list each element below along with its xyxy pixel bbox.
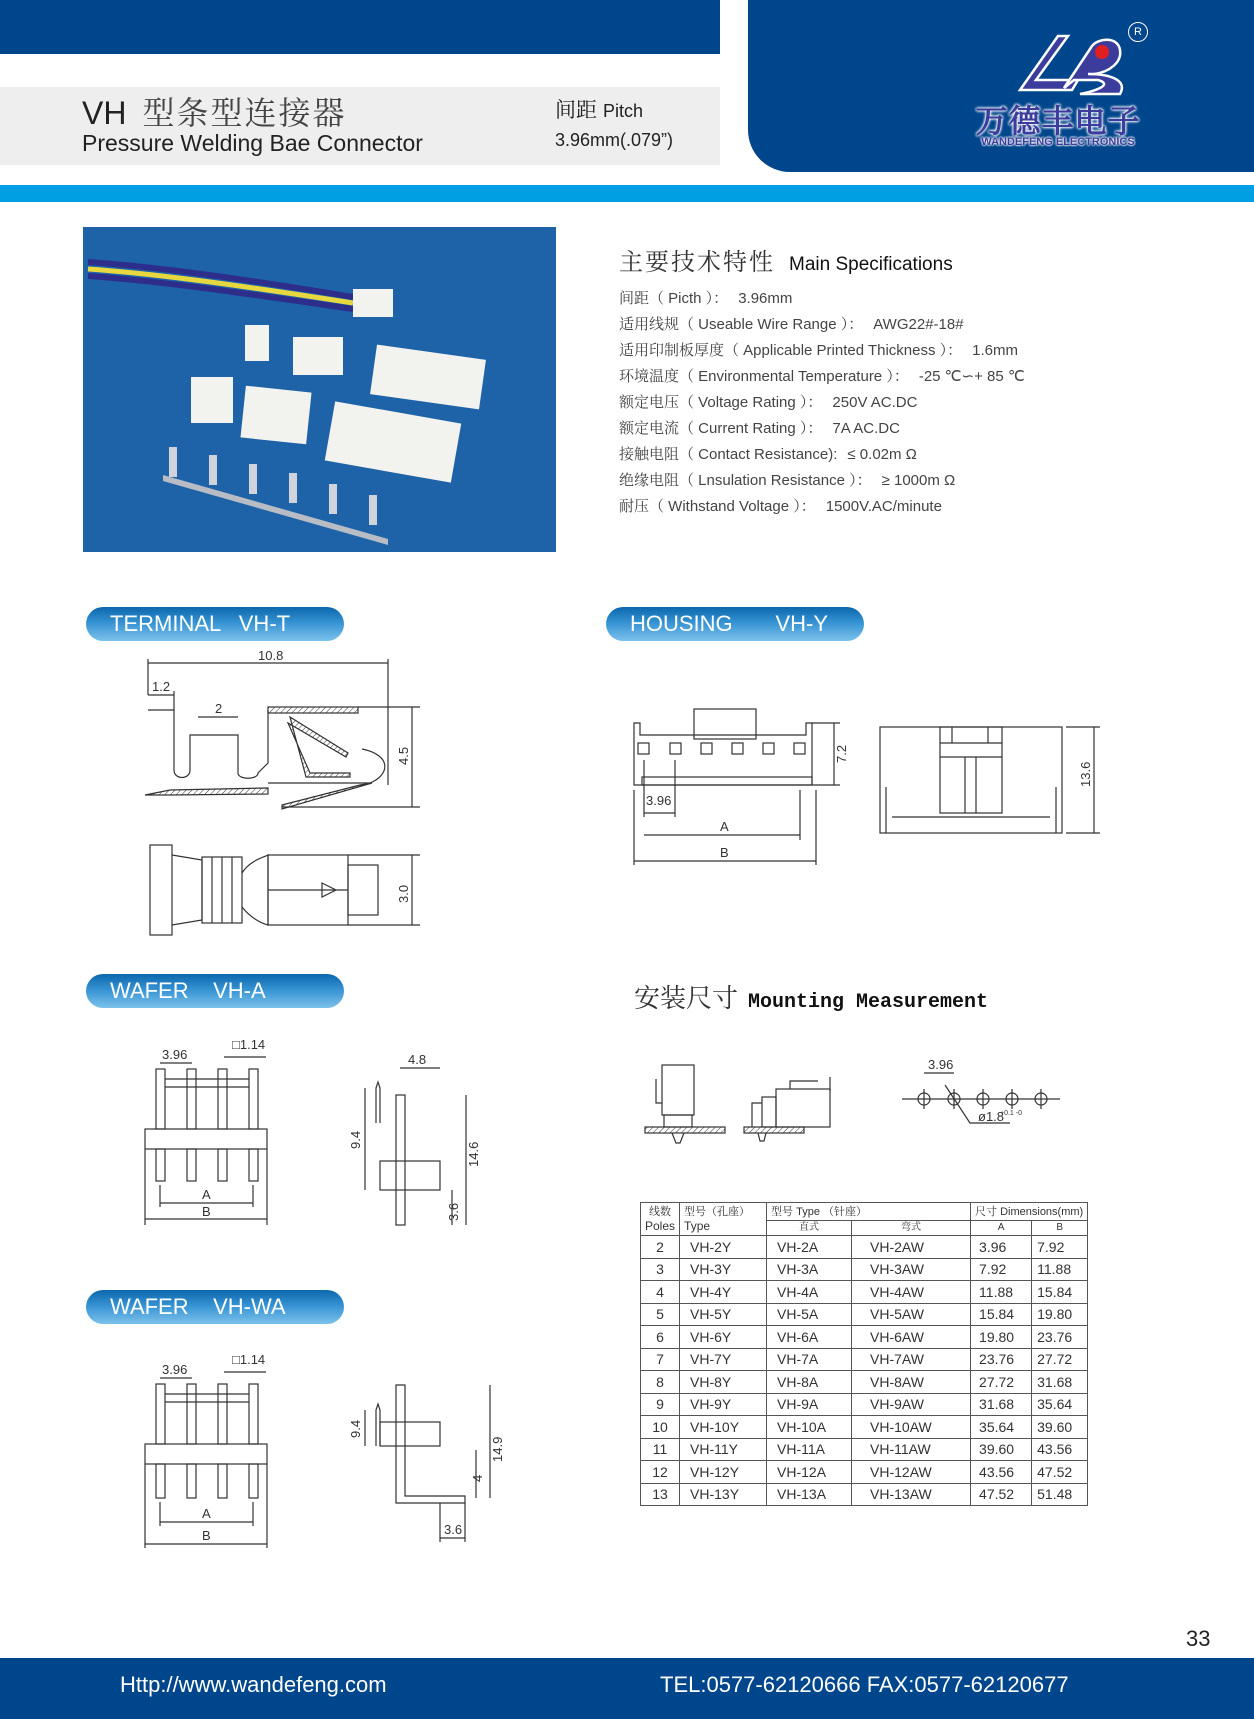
cell-dim-b: 7.92 [1032, 1236, 1088, 1259]
dim-wafer-pin: □1.14 [232, 1037, 266, 1052]
mounting-drawing [640, 1055, 1060, 1155]
cell-dim-b: 47.52 [1032, 1461, 1088, 1484]
spec-value: 1.6mm [972, 342, 1019, 359]
mounting-hole-tol: +0.1 -0 [1000, 1110, 1022, 1117]
spec-item [619, 392, 1025, 418]
dim-housing-pitch: 3.96 [646, 793, 672, 808]
cell-poles: 6 [641, 1326, 680, 1349]
dim-wafer-a: A [202, 1187, 211, 1202]
cell-straight-type: VH-9A [767, 1393, 852, 1416]
spec-value: 1500V.AC/minute [825, 498, 942, 515]
housing-cavities [638, 743, 805, 754]
spec-value: AWG22#-18# [873, 316, 964, 333]
cell-angled-type: VH-6AW [852, 1326, 971, 1349]
cell-dim-a: 35.64 [971, 1416, 1032, 1439]
cell-dim-a: 23.76 [971, 1348, 1032, 1371]
cell-dim-a: 31.68 [971, 1393, 1032, 1416]
mounting-hole: ø1.8 [978, 1109, 1005, 1124]
wafer-pins-bottom [156, 1149, 258, 1181]
spec-item [619, 496, 1025, 522]
section-wafer-wa-label: WAFER VH-WA [86, 1290, 344, 1324]
cell-dim-b: 43.56 [1032, 1438, 1088, 1461]
cell-angled-type: VH-2AW [852, 1236, 971, 1259]
spec-item [619, 288, 1025, 314]
cell-dim-b: 15.84 [1032, 1281, 1088, 1304]
dim-wafer-wa-a: A [202, 1506, 211, 1521]
dim-wafer-post: 9.4 [348, 1130, 363, 1149]
cell-dim-a: 11.88 [971, 1281, 1032, 1304]
cell-angled-type: VH-5AW [852, 1303, 971, 1326]
table-row [641, 1348, 1088, 1371]
cell-angled-type: VH-13AW [852, 1483, 971, 1506]
table-row [641, 1393, 1088, 1416]
logo-brand-cn: 万德丰电子 [975, 103, 1141, 139]
page-title [82, 88, 346, 134]
pitch-label-cn: 间距 [555, 99, 597, 122]
cell-housing-type: VH-8Y [680, 1371, 767, 1394]
cell-straight-type: VH-2A [767, 1236, 852, 1259]
cell-housing-type: VH-4Y [680, 1281, 767, 1304]
cell-poles: 3 [641, 1258, 680, 1281]
cell-dim-b: 11.88 [1032, 1258, 1088, 1281]
cell-housing-type: VH-13Y [680, 1483, 767, 1506]
dim-terminal-length: 10.8 [258, 648, 284, 663]
wafer-wa-pins-bottom [156, 1464, 258, 1498]
footer-website-link[interactable]: Http://www.wandefeng.com [120, 1672, 387, 1697]
cell-housing-type: VH-9Y [680, 1393, 767, 1416]
section-housing-label: HOUSING VH-Y [606, 607, 864, 641]
cell-dim-a: 27.72 [971, 1371, 1032, 1394]
dim-wafer-wa-total: 14.9 [490, 1436, 505, 1462]
mounting-title-en: Mounting Measurement [748, 991, 989, 1014]
cell-dim-a: 39.60 [971, 1438, 1032, 1461]
col-housing-type [680, 1203, 767, 1236]
col-poles-cn: 线数 [649, 1205, 672, 1218]
mounting-title-cn: 安装尺寸 [634, 984, 739, 1014]
col-straight: 直式 [767, 1221, 852, 1236]
col-housing-cn: 型号（孔座） [684, 1205, 751, 1218]
logo-brand-en: WANDEFENG ELECTRONICS [981, 136, 1135, 148]
spec-label: 额定电流（ Current Rating ）： [619, 420, 823, 437]
spec-value: 3.96mm [738, 290, 793, 307]
dim-terminal-width: 3.0 [396, 884, 411, 903]
dim-housing-height: 7.2 [834, 744, 849, 763]
col-b: B [1032, 1221, 1088, 1236]
spec-label: 适用线规（ Useable Wire Range ）： [619, 316, 864, 333]
cell-straight-type: VH-12A [767, 1461, 852, 1484]
cell-angled-type: VH-11AW [852, 1438, 971, 1461]
terminal-drawing [140, 648, 430, 935]
cell-housing-type: VH-5Y [680, 1303, 767, 1326]
cell-straight-type: VH-11A [767, 1438, 852, 1461]
cell-housing-type: VH-3Y [680, 1258, 767, 1281]
specs-title-cn: 主要技术特性 [619, 249, 775, 276]
dim-wafer-wa-tail: 3.6 [444, 1522, 463, 1537]
table-row [641, 1303, 1088, 1326]
table-row [641, 1326, 1088, 1349]
accent-bar [0, 185, 1254, 202]
spec-value: 7A AC.DC [832, 420, 900, 437]
section-wafer-label: WAFER VH-A [86, 974, 344, 1008]
cell-housing-type: VH-6Y [680, 1326, 767, 1349]
cell-angled-type: VH-7AW [852, 1348, 971, 1371]
table-body [641, 1236, 1088, 1506]
cell-straight-type: VH-4A [767, 1281, 852, 1304]
section-terminal-label: TERMINAL VH-T [86, 607, 344, 641]
col-a: A [971, 1221, 1032, 1236]
dimensions-table [640, 1202, 1088, 1506]
cell-angled-type: VH-9AW [852, 1393, 971, 1416]
dim-wafer-width: 4.8 [408, 1052, 427, 1067]
cell-angled-type: VH-12AW [852, 1461, 971, 1484]
dim-housing-b: B [720, 845, 729, 860]
cell-poles: 8 [641, 1371, 680, 1394]
cell-poles: 10 [641, 1416, 680, 1439]
title-en: Pressure Welding Bae Connector [82, 130, 423, 156]
spec-item [619, 366, 1025, 392]
table-row [641, 1438, 1088, 1461]
cell-poles: 11 [641, 1438, 680, 1461]
cell-housing-type: VH-10Y [680, 1416, 767, 1439]
cell-angled-type: VH-3AW [852, 1258, 971, 1281]
table-row [641, 1483, 1088, 1506]
spec-item [619, 340, 1025, 366]
page-number: 33 [1186, 1626, 1211, 1651]
table-row [641, 1371, 1088, 1394]
spec-value: ≤ 0.02m Ω [847, 446, 917, 463]
dim-wafer-pitch: 3.96 [162, 1047, 188, 1062]
cell-straight-type: VH-3A [767, 1258, 852, 1281]
spec-label: 环境温度（ Environmental Temperature ）： [619, 368, 909, 385]
wafer-vh-a-drawing [140, 1035, 490, 1225]
dim-wafer-b: B [202, 1204, 211, 1219]
table-row [641, 1281, 1088, 1304]
col-poles-en: Poles [645, 1218, 676, 1233]
spec-item [619, 314, 1025, 340]
specs-list [619, 288, 1025, 522]
series-name: VH [82, 95, 127, 131]
col-pin-type: 型号 Type （针座） [767, 1203, 971, 1221]
cell-poles: 7 [641, 1348, 680, 1371]
spec-label: 耐压（ Withstand Voltage ）： [619, 498, 816, 515]
table-row [641, 1461, 1088, 1484]
spec-value: -25 ℃∽+ 85 ℃ [918, 368, 1025, 385]
spec-label: 绝缘电阻（ Lnsulation Resistance ）： [619, 472, 872, 489]
spec-value: ≥ 1000m Ω [881, 472, 956, 489]
specs-title-en: Main Specifications [789, 254, 953, 275]
cell-housing-type: VH-12Y [680, 1461, 767, 1484]
spec-item [619, 418, 1025, 444]
specs-title [619, 242, 953, 277]
spec-label: 适用印制板厚度（ Applicable Printed Thickness ）： [619, 342, 963, 359]
col-angled: 弯式 [852, 1221, 971, 1236]
title-cn: 型条型连接器 [142, 94, 347, 132]
dim-wafer-wa-pin: □1.14 [232, 1352, 266, 1367]
cell-straight-type: VH-10A [767, 1416, 852, 1439]
dim-terminal-a: 1.2 [152, 679, 171, 694]
cell-dim-a: 19.80 [971, 1326, 1032, 1349]
dim-wafer-wa-pitch: 3.96 [162, 1362, 188, 1377]
pitch-label-en: Pitch [603, 101, 644, 121]
mounting-pitch: 3.96 [928, 1057, 954, 1072]
cell-angled-type: VH-4AW [852, 1281, 971, 1304]
cell-straight-type: VH-7A [767, 1348, 852, 1371]
cell-angled-type: VH-10AW [852, 1416, 971, 1439]
dim-wafer-total: 14.6 [466, 1141, 481, 1167]
cell-poles: 12 [641, 1461, 680, 1484]
cell-dim-b: 35.64 [1032, 1393, 1088, 1416]
dim-wafer-wa-b: B [202, 1528, 211, 1543]
cell-angled-type: VH-8AW [852, 1371, 971, 1394]
cell-straight-type: VH-5A [767, 1303, 852, 1326]
wafer-pins-top [156, 1069, 258, 1129]
cell-dim-a: 47.52 [971, 1483, 1032, 1506]
spec-item [619, 470, 1025, 496]
cell-poles: 13 [641, 1483, 680, 1506]
cell-dim-a: 7.92 [971, 1258, 1032, 1281]
pitch-label [555, 94, 643, 124]
cell-poles: 5 [641, 1303, 680, 1326]
header-top-bar [0, 0, 720, 54]
wafer-vh-wa-drawing [140, 1350, 510, 1550]
spec-label: 接触电阻（ Contact Resistance): [619, 446, 838, 463]
spec-value: 250V AC.DC [832, 394, 918, 411]
dim-wafer-wa-post: 9.4 [348, 1419, 363, 1438]
dim-terminal-height: 4.5 [396, 746, 411, 765]
cell-dim-b: 51.48 [1032, 1483, 1088, 1506]
dim-housing-a: A [720, 819, 729, 834]
table-row [641, 1258, 1088, 1281]
cell-housing-type: VH-7Y [680, 1348, 767, 1371]
cell-dim-b: 31.68 [1032, 1371, 1088, 1394]
col-housing-en: Type [684, 1218, 711, 1233]
cell-dim-b: 19.80 [1032, 1303, 1088, 1326]
spec-label: 间距（ Picth ）： [619, 290, 729, 307]
cell-housing-type: VH-11Y [680, 1438, 767, 1461]
cell-housing-type: VH-2Y [680, 1236, 767, 1259]
table-row [641, 1236, 1088, 1259]
wafer-wa-pins-top [156, 1384, 258, 1444]
cell-straight-type: VH-8A [767, 1371, 852, 1394]
cell-dim-a: 15.84 [971, 1303, 1032, 1326]
dim-terminal-b: 2 [215, 701, 223, 716]
cell-dim-a: 3.96 [971, 1236, 1032, 1259]
registered-mark: R [1128, 22, 1148, 42]
cell-straight-type: VH-6A [767, 1326, 852, 1349]
dim-wafer-tail: 3.6 [446, 1202, 461, 1221]
mounting-title [634, 978, 988, 1015]
col-dimensions: 尺寸 Dimensions(mm) [971, 1203, 1088, 1221]
cell-dim-a: 43.56 [971, 1461, 1032, 1484]
footer-contact: TEL:0577-62120666 FAX:0577-62120677 [660, 1672, 1069, 1697]
pitch-value: 3.96mm(.079”) [555, 130, 674, 150]
table-row [641, 1416, 1088, 1439]
cell-poles: 9 [641, 1393, 680, 1416]
dim-wafer-wa-offset: 4 [470, 1474, 485, 1482]
cell-poles: 4 [641, 1281, 680, 1304]
cell-straight-type: VH-13A [767, 1483, 852, 1506]
product-photo [83, 227, 556, 552]
col-poles [641, 1203, 680, 1236]
cell-dim-b: 23.76 [1032, 1326, 1088, 1349]
housing-drawing [630, 705, 1110, 865]
cell-poles: 2 [641, 1236, 680, 1259]
cell-dim-b: 39.60 [1032, 1416, 1088, 1439]
cell-dim-b: 27.72 [1032, 1348, 1088, 1371]
dim-housing-depth: 13.6 [1078, 761, 1093, 787]
spec-item [619, 444, 1025, 470]
spec-label: 额定电压（ Voltage Rating ）： [619, 394, 823, 411]
